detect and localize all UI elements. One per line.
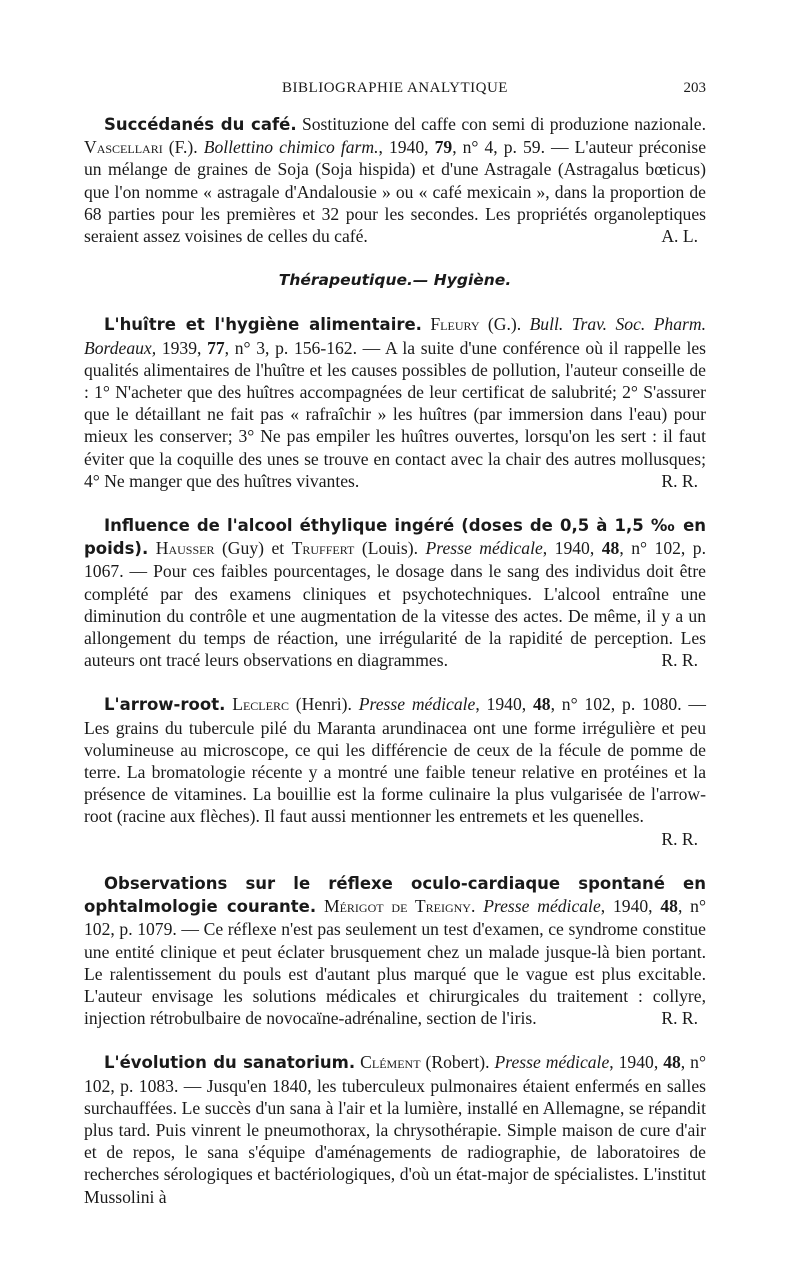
entry-author-initials: (Robert). — [420, 1052, 495, 1073]
bibliography-entry — [84, 514, 706, 671]
section-heading: Thérapeutique.— Hygiène. — [278, 271, 512, 290]
entry-author: Hausser — [155, 538, 215, 559]
bibliography-entry — [84, 313, 706, 492]
entry-title: L'huître et l'hygiène alimentaire. — [104, 315, 422, 335]
entry-year: , 1940, — [600, 896, 661, 917]
entry-journal: Bull. Trav. Soc. Pharm. Bordeaux, — [84, 314, 706, 358]
page-content — [84, 113, 706, 1230]
entry-abstract: Jusqu'en 1840, les tuberculeux pulmonaires étaient enfermés en salles surchauffées. Le succès d'un sana à l'air et la lumière, installé en Allemagne, se répandit plus tard. Puis vinrent le pneumothorax, la chrysothérapie. Simple maison de cure d'air et de repos, le sana s'équipe d'aménagements de radiographie, de laboratoires de recherches sérologiques et bactériologiques, d'où un état-major de spécialistes. L'institut Mussolini à — [84, 1075, 706, 1207]
entry-pages: , n° 3, p. 156-162. — — [224, 337, 385, 358]
entry-volume: 79 — [434, 137, 453, 158]
bibliography-entry — [84, 113, 706, 247]
entry-abstract: A la suite d'une conférence où il rappelle les qualités alimentaires de l'huître et les causes possibles de pollution, l'auteur conseille de : 1° N'acheter que des huîtres accompagnées de leur certificat de salubrité; 2° S'assurer que le détaillant ne fait pas « rafraîchir » les huîtres (par immersion dans l'eau) pour mieux les conserver; 3° Ne pas empiler les huîtres ouvertes, lorsqu'on les sert : il faut éviter que la coquille des unes se trouve en contact avec la chair des autres mollusques; 4° Ne manger que des huîtres vivantes. — [84, 337, 706, 491]
entry-author: Mérigot de Treigny — [323, 896, 471, 917]
entry-title: Observations sur le réflexe oculo-cardiaque spontané en ophtalmologie courante. — [84, 873, 706, 917]
entry-journal: Presse médicale — [483, 896, 601, 917]
entry-journal: Presse médicale — [425, 538, 543, 559]
entry-pages: , n° 102, p. 1079. — — [84, 896, 707, 940]
entry-signature: R. R. — [661, 470, 698, 491]
entry-signature: R. R. — [661, 1008, 698, 1029]
entry-author-initials: (Guy) et — [214, 538, 292, 559]
page-number: 203 — [683, 80, 706, 96]
entry-volume: 48 — [660, 896, 678, 917]
entry-abstract: Les grains du tubercule pilé du Maranta arundinacea ont une forme irrégulière et peu volumineuse au microscope, ce qui les différencie de ceux de la fécule de pomme de terre. La bromatologie récente y a montré une faible teneur relative en protéines et la présence de vitamines. La bouillie est la forme culinaire la plus vulgarisée de l'arrow-root (racine aux flèches). Il faut aussi mentionner les entremets et les quenelles. — [84, 717, 706, 827]
entry-year: , 1940, — [378, 137, 435, 158]
entry-year: , 1940, — [475, 694, 533, 715]
bibliography-entry — [84, 693, 706, 849]
entry-journal: Bollettino chimico farm. — [203, 137, 379, 158]
entry-signature: A. L. — [661, 226, 698, 247]
entry-subtitle: Sostituzione del caffe con semi di produzione nazionale. — [296, 114, 707, 134]
entry-author-initials: . — [470, 896, 484, 917]
entry-volume: 48 — [532, 694, 551, 715]
entry-author-second: Truffert — [291, 538, 355, 559]
entry-pages: , n° 102, p. 1083. — — [84, 1052, 707, 1096]
entry-year: 1939, — [156, 337, 208, 358]
entry-year: , 1940, — [609, 1052, 664, 1073]
entry-author-initials: (Henri). — [288, 694, 359, 715]
entry-abstract: L'auteur préconise un mélange de graines de Soja (Soja hispida) et d'une Astragale (Astragalus bœticus) que l'on nomme « astragale d'Andalousie » ou « café mexicain », dans la proportion de 68 parties pour les premières et 32 pour les secondes. Les propriétés organoleptiques seraient assez voisines de celles du café. — [84, 137, 707, 247]
entry-volume: 77 — [207, 337, 225, 358]
entry-pages: , n° 4, p. 59. — — [452, 137, 575, 158]
bibliography-entry — [84, 872, 706, 1029]
entry-author: Leclerc — [232, 694, 289, 715]
entry-author: Vascellari — [84, 137, 163, 158]
entry-journal: Presse médicale — [358, 694, 476, 715]
entry-journal: Presse médicale — [494, 1052, 610, 1073]
entry-author-initials: (G.). — [479, 314, 530, 335]
entry-signature: R. R. — [661, 650, 698, 671]
bibliography-entry — [84, 1051, 706, 1207]
entry-title: L'évolution du sanatorium. — [104, 1053, 356, 1073]
entry-spacer — [316, 896, 324, 916]
entry-title: Influence de l'alcool éthylique ingéré (doses de 0,5 à 1,5 ‰ en poids). — [84, 516, 706, 559]
entry-author: Clément — [360, 1052, 421, 1073]
entry-spacer — [148, 538, 155, 558]
entry-title: L'arrow-root. — [104, 695, 226, 715]
entry-volume: 48 — [601, 538, 620, 559]
entry-signature: R. R. — [661, 828, 698, 849]
entry-title: Succédanés du café. — [104, 115, 297, 134]
entry-year: , 1940, — [542, 538, 602, 559]
entry-author: Fleury — [430, 314, 480, 335]
running-header — [84, 80, 706, 102]
entry-abstract: Ce réflexe n'est pas seulement un test d'examen, ce syndrome constitue une entité clinique et peut éclater brusquement chez un malade jusque-là bien portant. Le ralentissement du pouls est d'autant plus marqué que le vague est plus excitable. L'auteur envisage les solutions médicales et chirurgicales du traitement : collyre, injection rétrobulbaire de novocaïne-adrénaline, section de l'iris. — [84, 919, 706, 1029]
entry-author-initials: (F.). — [162, 137, 204, 158]
entry-volume: 48 — [663, 1052, 681, 1073]
entry-abstract: Pour ces faibles pourcentages, le dosage dans le sang des individus doit être complété par des examens cliniques et psychotechniques. L'alcool entraîne une diminution du contrôle et une augmentation de la vitesse des actes. De même, il y a un allongement du temps de réaction, une irrégularité de la rapidité de perception. Les auteurs ont tracé leurs observations en diagrammes. — [84, 561, 706, 671]
entry-pages: , n° 102, p. 1067. — — [84, 538, 706, 582]
entry-pages: , n° 102, p. 1080. — — [550, 694, 707, 715]
running-title: BIBLIOGRAPHIE ANALYTIQUE — [282, 80, 508, 96]
entry-author-second-initials: (Louis). — [354, 538, 426, 559]
